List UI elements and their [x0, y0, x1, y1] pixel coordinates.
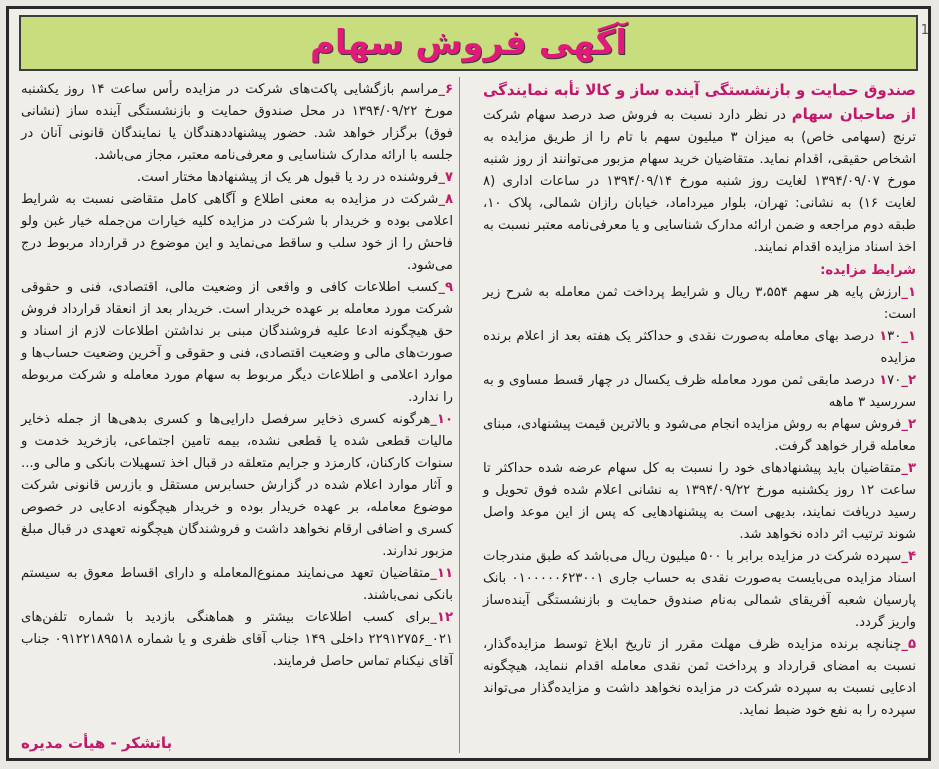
condition-text: ۷۰ درصد مابقی ثمن مورد معامله ظرف یکسال در چهار قسط مساوی و به سررسید ۳ ماهه — [483, 373, 916, 410]
condition-number: ۲_۱ — [879, 373, 916, 388]
condition-item — [483, 458, 916, 546]
page-mark: 1 — [920, 23, 929, 38]
condition-number: ۱_ — [901, 285, 916, 300]
condition-item — [483, 282, 916, 326]
condition-text: فروش سهام به روش مزایده انجام می‌شود و بالاترین قیمت پیشنهادی، مبنای معامله قرار خواهد گرفت. — [483, 417, 916, 454]
condition-text: فروشنده در رد یا قبول هر یک از پیشنهادها مختار است. — [136, 170, 439, 185]
condition-text: مراسم بازگشایی پاکت‌های شرکت در مزایده رأس ساعت ۱۴ روز یکشنبه مورخ ۱۳۹۴/۰۹/۲۲ در محل صندوق حمایت و بازنشستگی آینده ساز (نشانی فوق) برگزار خواهد شد. حضور پیشنهاددهندگان یا نمایندگان قانونی آنان در جلسه با ارائه مدارک شناسایی و معرفی‌نامه معتبر، مجاز می‌باشد. — [21, 82, 453, 163]
condition-text: ۳۰ درصد بهای معامله به‌صورت نقدی و حداکثر یک هفته بعد از اعلام برنده مزایده — [483, 329, 916, 366]
ad-title: آگهی فروش سهام — [310, 23, 627, 63]
condition-item — [483, 370, 916, 414]
condition-text: هرگونه کسری ذخایر سرفصل دارایی‌ها و کسری بدهی‌ها از جمله ذخایر مالیات قطعی شده یا قطعی نشده، بیمه تامین اجتماعی، بازخرید خدمت و سنوات کارکنان، کارمزد و جرایم متعلقه در قبال اخذ تسهیلات بانکی و مالی و... و آثار موارد اعلام شده در گزارش حسابرس مستقل و بازرس قانونی شرکت موضوع معامله، بر عهده خریدار بوده و خریدار هیچگونه ادعایی در خصوص کسری و اضافی ارقام نخواهد داشت و فروشندگان هیچگونه تعهدی در قبال مبلغ مزبور ندارند. — [21, 412, 453, 559]
condition-text: برای کسب اطلاعات بیشتر و هماهنگی بازدید با شماره تلفن‌های ۰۲۱_۲۲۹۱۲۷۵۶ داخلی ۱۴۹ جناب آقای ظفری و یا شماره ۰۹۱۲۲۱۸۹۵۱۸ جناب آقای نیکنام تماس حاصل فرمایند. — [21, 610, 453, 669]
condition-text: کسب اطلاعات کافی و واقعی از وضعیت مالی، اقتصادی، فنی و حقوقی شرکت مورد معامله بر عهده خریدار است. خریدار بعد از انعقاد قرارداد فروش حق هیچگونه ادعا علیه فروشندگان مبنی بر نداشتن اطلاعات لازم از اسناد و صورت‌های مالی و وضعیت اقتصادی، فنی و حقوقی و آخرین وضعیت حساب‌ها و موارد اعلامی و اطلاعات دیگر مربوط به سهام مورد معامله و شرکت مربوطه را ندارد. — [21, 280, 453, 405]
left-items-list — [21, 79, 453, 673]
title-banner — [19, 15, 918, 71]
condition-number: ۳_ — [901, 461, 916, 476]
condition-number: ۷_ — [438, 170, 453, 185]
signature: باتشکر - هیأت مدیره — [21, 734, 173, 752]
condition-text: سپرده شرکت در مزایده برابر با ۵۰۰ میلیون ریال می‌باشد که طبق مندرجات اسناد مزایده می‌بایست به‌صورت نقدی به حساب جاری ۰۱۰۰۰۰۰۶۲۳۰۰۱ بانک پارسیان شعبه آفریقای شمالی به‌نام صندوق حمایت و بازنشستگی آینده‌ساز واریز گردد. — [483, 549, 916, 630]
conditions-heading: شرایط مزایده: — [820, 263, 916, 278]
right-column — [477, 77, 922, 753]
condition-number: ۵_ — [901, 637, 916, 652]
condition-text: متقاضیان تعهد می‌نمایند ممنوع‌المعامله و دارای اقساط معوق به سیستم بانکی نمی‌باشند. — [21, 566, 453, 603]
condition-item — [483, 634, 916, 722]
organization-name: صندوق حمایت و بازنشستگی آینده ساز و کالا تأبه نمایندگی از صاحبان سهام — [483, 81, 916, 123]
right-items-list — [483, 282, 916, 722]
condition-item — [21, 79, 453, 167]
condition-item — [21, 277, 453, 409]
condition-number: ۶_ — [438, 82, 453, 97]
condition-item — [483, 546, 916, 634]
condition-text: چنانچه برنده مزایده ظرف مهلت مقرر از تاریخ ابلاغ توسط مزایده‌گذار، نسبت به امضای قرارداد و پرداخت ثمن نقدی معامله اقدام ننماید، هیچگونه ادعایی نسبت به سپرده شرکت در مزایده نخواهد داشت و مزایده‌گذار می‌تواند سپرده را به نفع خود ضبط نماید. — [483, 637, 916, 718]
condition-number: ۱۱_ — [430, 566, 453, 581]
left-column — [15, 77, 460, 753]
condition-item — [21, 189, 453, 277]
condition-item — [21, 607, 453, 673]
condition-number: ۱۰_ — [430, 412, 453, 427]
ad-frame — [6, 6, 931, 761]
condition-item — [21, 409, 453, 563]
condition-number: ۸_ — [438, 192, 453, 207]
condition-text: شرکت در مزایده به معنی اطلاع و آگاهی کامل متقاضی نسبت به شرایط اعلامی بوده و خریدار با شرکت در مزایده کلیه خیارات من‌جمله خیار غبن ولو فاحش را از خود سلب و ساقط می‌نماید و این موضوع در قرارداد مربوط درج می‌شود. — [21, 192, 453, 273]
condition-item — [483, 326, 916, 370]
condition-number: ۲_ — [901, 417, 916, 432]
condition-number: ۱_۱ — [879, 329, 916, 344]
condition-text: متقاضیان باید پیشنهادهای خود را نسبت به کل سهام عرضه شده حداکثر تا ساعت ۱۲ روز یکشنبه مورخ ۱۳۹۴/۰۹/۲۲ به نشانی اعلام شده فوق تحویل و رسید دریافت نمایند، بدیهی است به پیشنهادهایی که پس از این موعد واصل شوند ترتیب اثر داده نخواهد شد. — [483, 461, 916, 542]
condition-item — [21, 167, 453, 189]
condition-number: ۱۲_ — [430, 610, 453, 625]
condition-number: ۹_ — [438, 280, 453, 295]
intro-text: در نظر دارد نسبت به فروش صد درصد سهام شرکت ترنج (سهامی خاص) به میزان ۳ میلیون سهم با تام را از طریق مزایده به اشخاص حقیقی، اقدام نماید. متقاضیان خرید سهام مزبور می‌توانند از روز شنبه مورخ ۱۳۹۴/۰۹/۰۷ لغایت روز شنبه مورخ ۱۳۹۴/۰۹/۱۴ در ساعات اداری (۸ لغایت ۱۶) به نشانی: تهران، بلوار میرداماد، خیابان رازان شمالی، پلاک ۱۰، طبقه دوم مراجعه و ضمن ارائه مدارک شناسایی و یا معرفی‌نامه معتبر نسبت به اخذ اسناد مزایده اقدام نمایند. — [483, 108, 917, 255]
condition-item — [483, 414, 916, 458]
condition-text: ارزش پایه هر سهم ۳،۵۵۴ ریال و شرایط پرداخت ثمن معامله به شرح زیر است: — [483, 285, 916, 322]
condition-number: ۴_ — [901, 549, 916, 564]
condition-item — [21, 563, 453, 607]
intro-paragraph — [483, 79, 916, 259]
